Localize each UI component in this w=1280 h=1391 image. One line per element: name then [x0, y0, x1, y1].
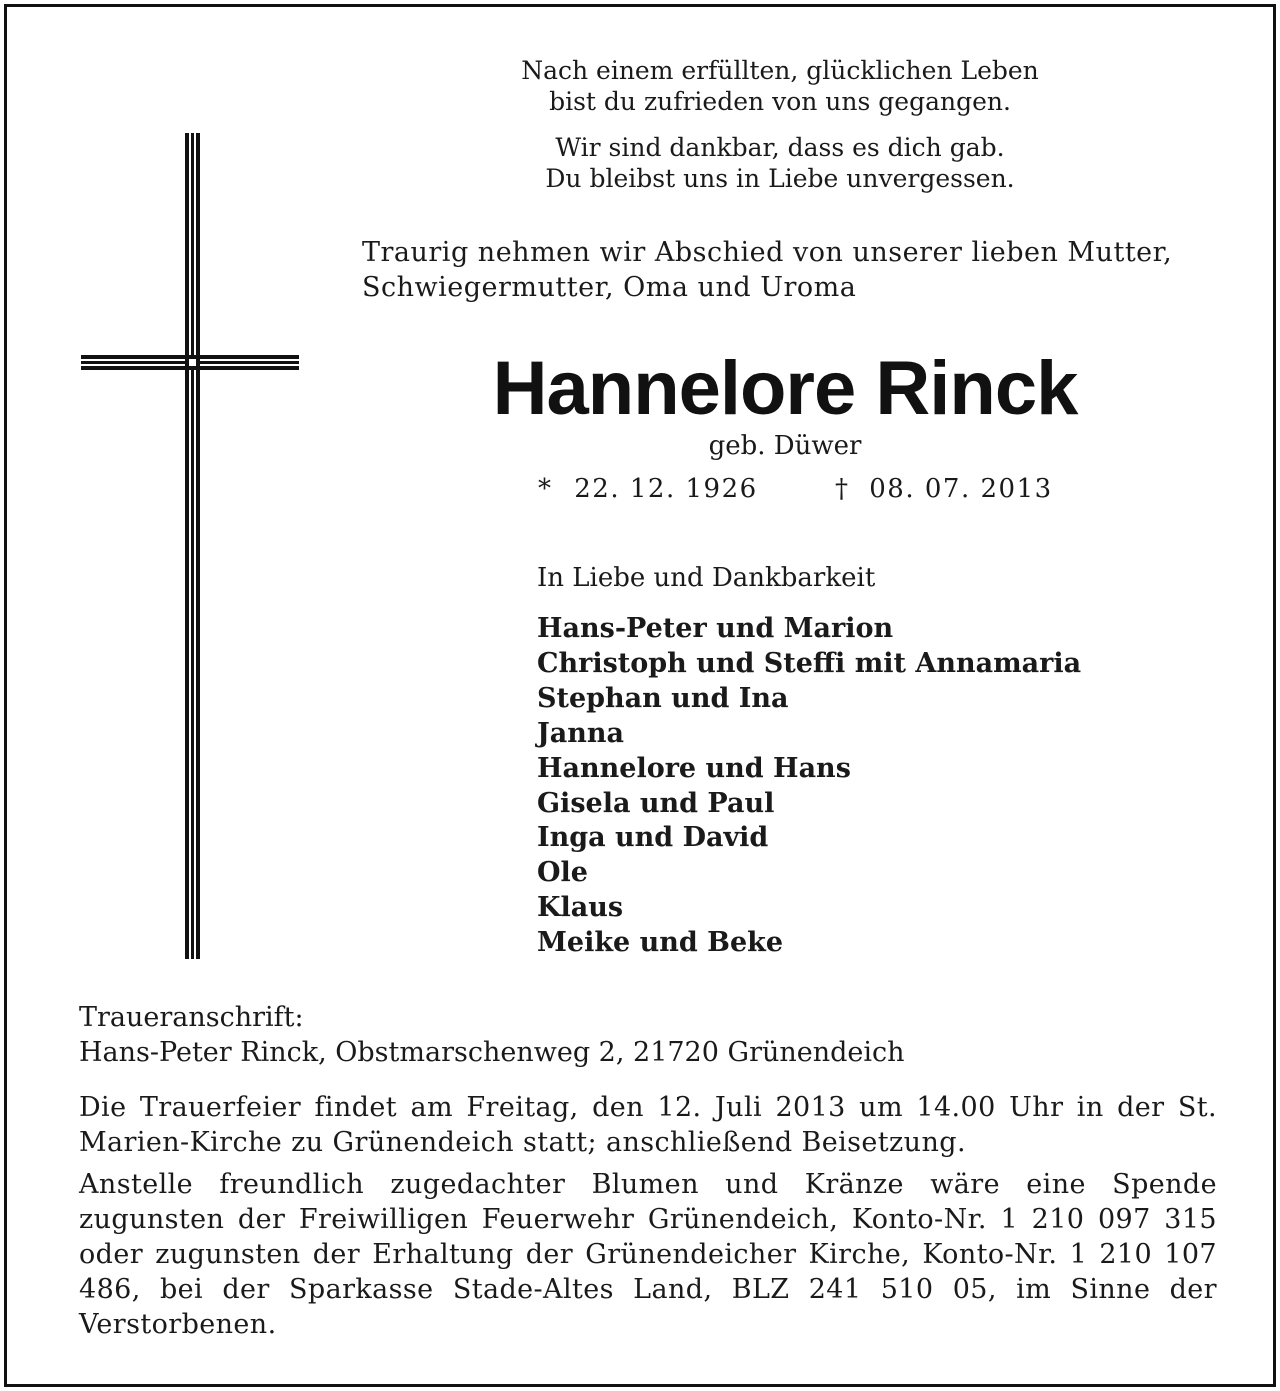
mourner-item: Christoph und Steffi mit Annamaria	[537, 647, 1082, 679]
death-date-line	[835, 474, 1053, 504]
mourner-item: Meike und Beke	[537, 927, 784, 959]
mourner-item: Inga und David	[537, 822, 769, 854]
motto-block	[7, 55, 1273, 194]
mourner-item: Stephan und Ina	[537, 682, 789, 714]
address-block	[79, 1000, 905, 1070]
intro-line: Traurig nehmen wir Abschied von unserer lieben Mutter,	[362, 237, 1173, 268]
birth-date-line	[538, 474, 758, 504]
birth-date: 22. 12. 1926	[574, 474, 758, 504]
deceased-name: Hannelore Rinck	[492, 346, 1078, 431]
address-value: Hans-Peter Rinck, Obstmarschenweg 2, 21720 Grünendeich	[79, 1037, 905, 1068]
motto-line: Nach einem erfüllten, glücklichen Leben	[521, 56, 1039, 85]
intro-line: Schwiegermutter, Oma und Uroma	[362, 272, 857, 303]
cross-icon	[81, 133, 303, 959]
birth-symbol: *	[538, 474, 553, 504]
mourner-item: Janna	[537, 717, 625, 749]
mourner-item: Hannelore und Hans	[537, 752, 851, 784]
motto-line: bist du zufrieden von uns gegangen.	[549, 87, 1011, 116]
intro-text	[362, 235, 1242, 305]
obituary-notice	[4, 4, 1276, 1387]
mourner-item: Gisela und Paul	[537, 787, 775, 819]
mourner-item: Hans-Peter und Marion	[537, 613, 894, 644]
thanks-line: In Liebe und Dankbarkeit	[537, 563, 876, 593]
address-label: Traueranschrift:	[79, 1002, 304, 1033]
service-paragraph: Die Trauerfeier findet am Freitag, den 12. Juli 2013 um 14.00 Uhr in der St. Marien-Kirche zu Grünendeich statt; anschließend Beisetzung.	[79, 1092, 1217, 1158]
maiden-name: geb. Düwer	[708, 431, 862, 461]
mourner-item: Klaus	[537, 892, 624, 924]
death-symbol: †	[835, 474, 850, 504]
death-date: 08. 07. 2013	[869, 474, 1053, 504]
mourners-list	[537, 612, 1081, 961]
donation-paragraph: Anstelle freundlich zugedachter Blumen und Kränze wäre eine Spende zugunsten der Freiwilligen Feuerwehr Grünendeich, Konto-Nr. 1 210 097 315 oder zugunsten der Erhaltung der Grünendeicher Kirche, Konto-Nr. 1 210 107 486, bei der Sparkasse Stade-Altes Land, BLZ 241 510 05, im Sinne der Verstorbenen.	[79, 1169, 1217, 1340]
motto-line: Wir sind dankbar, dass es dich gab.	[555, 133, 1005, 162]
mourner-item: Ole	[537, 857, 588, 889]
motto-line: Du bleibst uns in Liebe unvergessen.	[545, 164, 1015, 193]
